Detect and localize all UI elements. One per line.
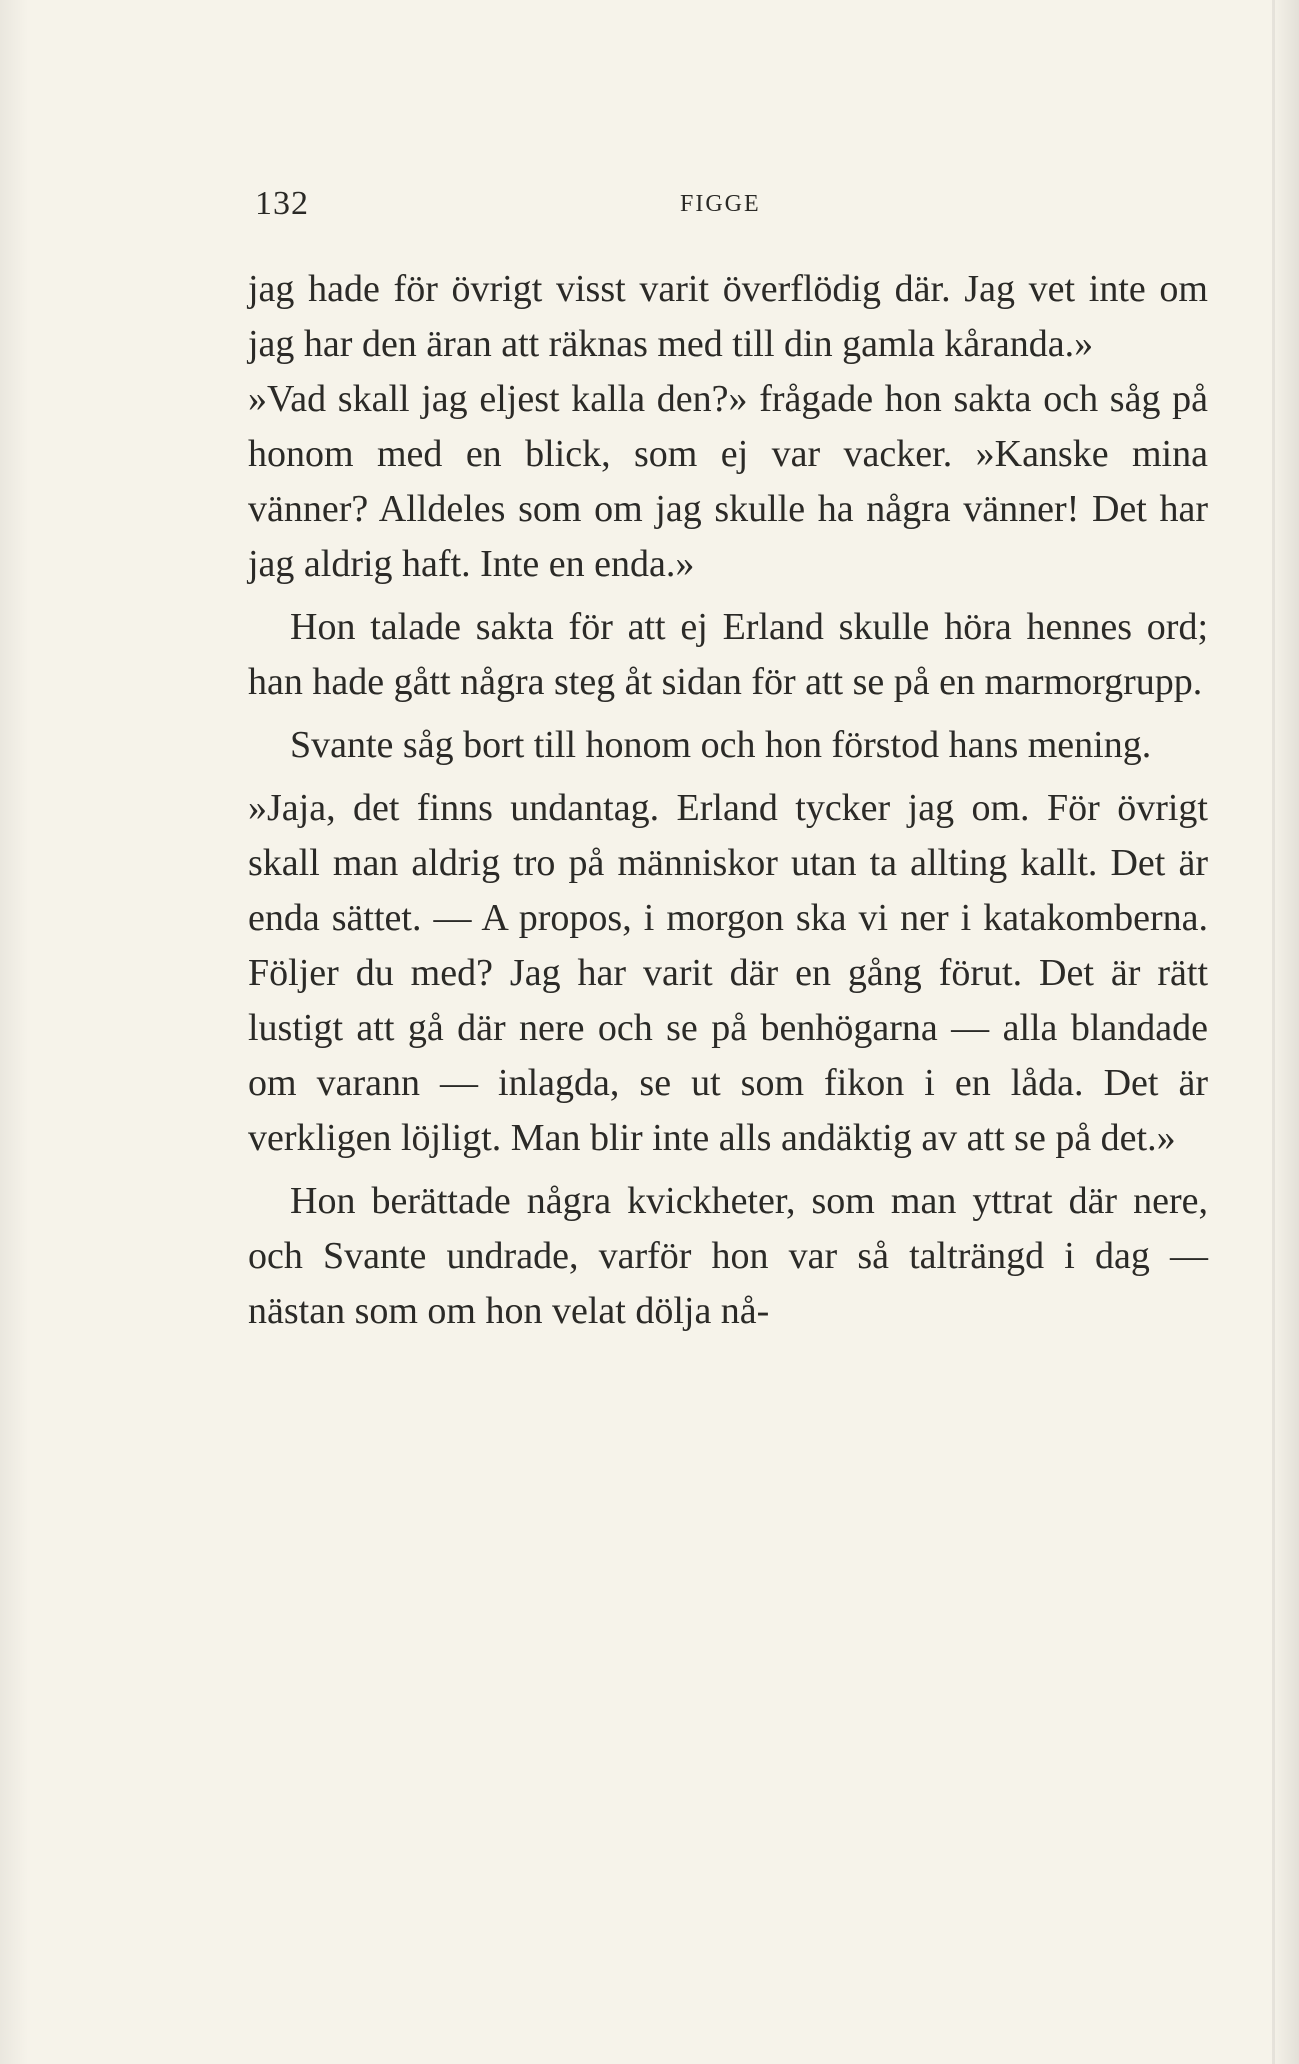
scan-edge-left: [0, 0, 28, 2064]
paragraph: Hon talade sakta för att ej Erland skulle höra hennes ord; han hade gått några steg åt sidan för att se på en marmorgrupp.: [248, 606, 1208, 703]
paragraph: »Jaja, det finns undantag. Erland tycker jag om. För övrigt skall man aldrig tro på människor utan ta allting kallt. Det är enda sättet. — A propos, i morgon ska vi ner i katakomberna. Följer du med? Jag har varit där en gång förut. Det är rätt lustigt att gå där nere och se på benhögarna — alla blandade om varann — inlagda, se ut som fikon i en låda. Det är verkligen löjligt. Man blir inte alls andäktig av att se på det.»: [248, 787, 1208, 1159]
page-number: 132: [255, 185, 309, 222]
paragraph: Svante såg bort till honom och hon förstod hans mening.: [290, 724, 1152, 766]
page-edge-shadow: [1272, 0, 1275, 2064]
body-text: [248, 262, 1208, 1339]
paragraph: »Vad skall jag eljest kalla den?» frågade hon sakta och såg på honom med en blick, som ej var vacker. »Kanske mina vänner? Alldeles som om jag skulle ha några vänner! Det har jag aldrig haft. Inte en enda.»: [248, 378, 1208, 585]
running-title: FIGGE: [680, 191, 761, 217]
scan-edge-right: [1271, 0, 1299, 2064]
paragraph: Hon berättade några kvickheter, som man yttrat där nere, och Svante undrade, varför hon var så talträngd i dag — nästan som om hon velat dölja nå-: [248, 1180, 1208, 1332]
running-head: [255, 185, 1205, 225]
paragraph: jag hade för övrigt visst varit överflödig där. Jag vet inte om jag har den äran att räknas med till din gamla kåranda.»: [248, 268, 1208, 365]
